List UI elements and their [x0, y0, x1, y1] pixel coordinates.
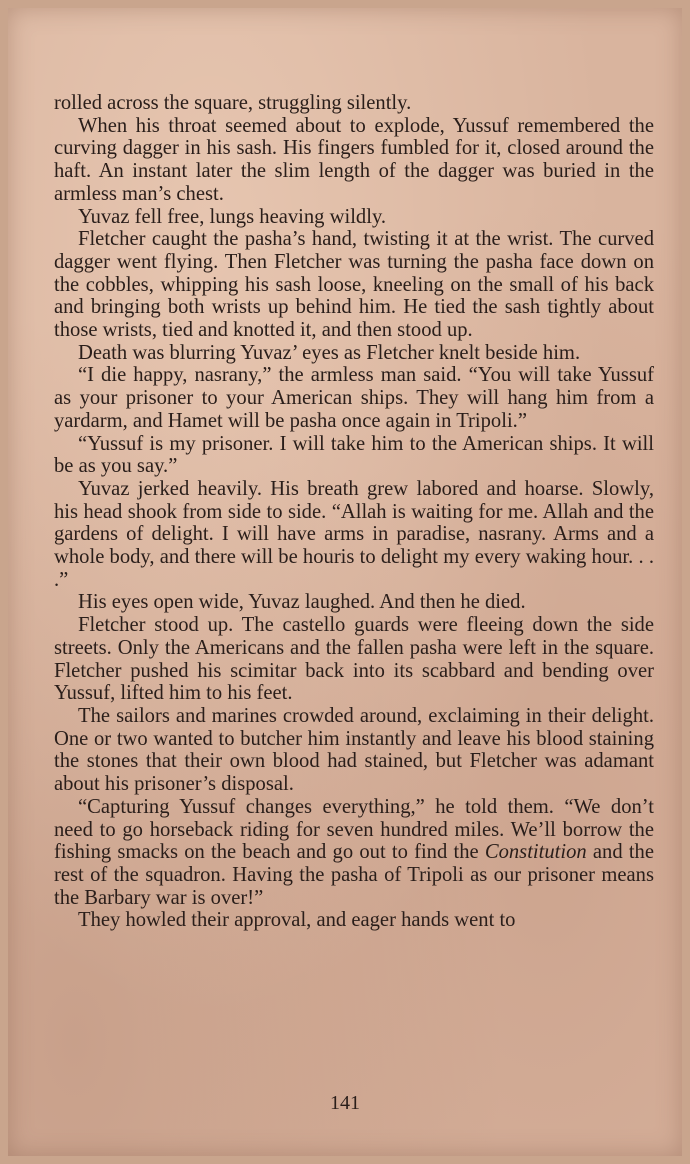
paragraph-8: Yuvaz jerked heavily. His breath grew labored and hoarse. Slowly, his head shook from side to side. “Allah is waiting for me. Allah and the gardens of delight. I will have arms in paradise, nasrany. Arms and a whole body, and there will be houris to delight my every waking hour. . . .” — [54, 477, 654, 591]
paragraph-12 — [54, 796, 654, 910]
ship-name-italic: Constitution — [484, 841, 587, 864]
paragraph-12-part-2: and the rest of the squadron. Having the pasha of Tripoli as our prisoner means the Barbary war is over!” — [54, 841, 654, 909]
paragraph-5: Death was blurring Yuvaz’ eyes as Fletcher knelt beside him. — [78, 341, 581, 364]
paragraph-13: They howled their approval, and eager hands went to — [78, 909, 516, 932]
paragraph-7: “Yussuf is my prisoner. I will take him to the American ships. It will be as you say.” — [54, 432, 654, 478]
paragraph-1: rolled across the square, struggling silently. — [54, 92, 412, 114]
paragraph-12-part-1: “Capturing Yussuf changes everything,” he told them. “We don’t need to go horseback riding for seven hundred miles. We’ll borrow the fishing smacks on the beach and go out to find the — [54, 795, 654, 864]
page-body-text — [54, 92, 654, 932]
paragraph-6: “I die happy, nasrany,” the armless man said. “You will take Yussuf as your prisoner to your American ships. They will hang him from a yardarm, and Hamet will be pasha once again in Tripoli.” — [54, 364, 654, 432]
paragraph-9: His eyes open wide, Yuvaz laughed. And then he died. — [78, 591, 526, 614]
paragraph-11: The sailors and marines crowded around, exclaiming in their delight. One or two wanted to butcher him instantly and leave his blood staining the stones that their own blood had stained, but Fletcher was adamant about his prisoner’s disposal. — [54, 704, 654, 796]
paragraph-10: Fletcher stood up. The castello guards were fleeing down the side streets. Only the Americans and the fallen pasha were left in the square. Fletcher pushed his scimitar back into its scabbard and bending over Yussuf, lifted him to his feet. — [54, 614, 654, 705]
paragraph-4: Fletcher caught the pasha’s hand, twisting it at the wrist. The curved dagger went flying. Then Fletcher was turning the pasha face down on the cobbles, whipping his sash loose, kneeling on the small of his back and bringing both wrists up behind him. He tied the sash tightly about those wrists, tied and knotted it, and then stood up. — [54, 228, 654, 342]
page-number: 141 — [330, 1092, 360, 1114]
book-page — [8, 8, 682, 1156]
paragraph-2: When his throat seemed about to explode, Yussuf remembered the curving dagger in his sash. His fingers fumbled for it, closed around the haft. An instant later the slim length of the dagger was buried in the armless man’s chest. — [54, 114, 654, 205]
paragraph-3: Yuvaz fell free, lungs heaving wildly. — [78, 205, 387, 228]
